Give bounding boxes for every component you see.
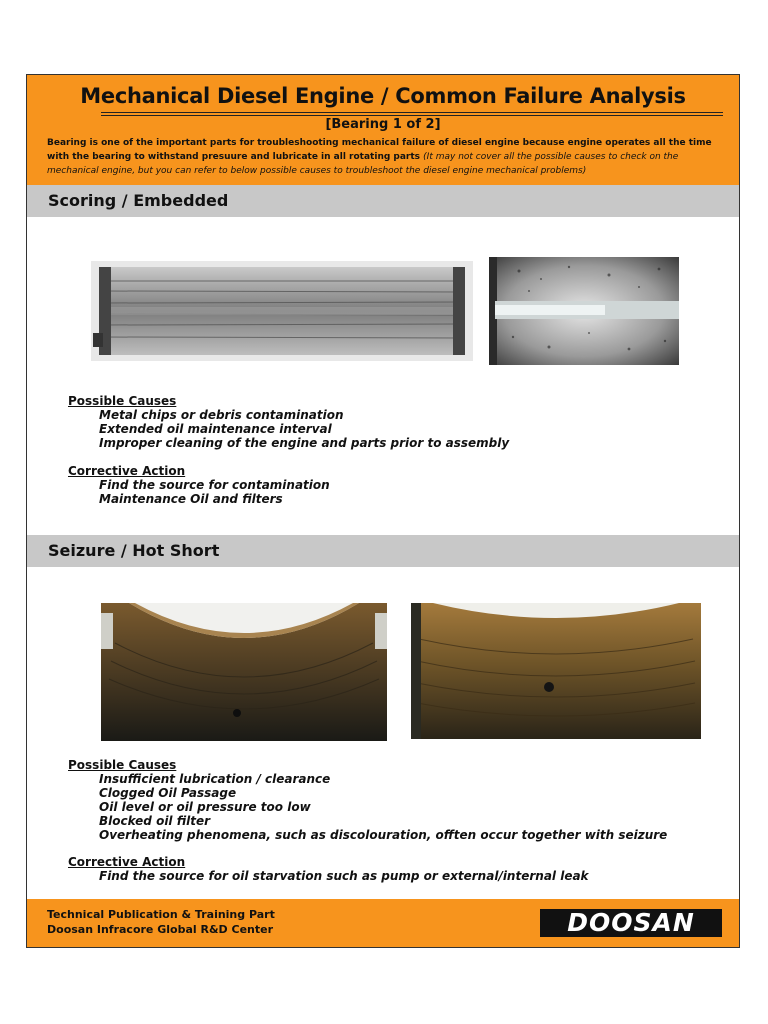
seizure-action-block: [68, 855, 728, 883]
intro-italic: (It may not cover all the possible causes to check on the mechanical engine, but you can refer to below possible causes to troubleshoot the diesel engine mechanical problems): [47, 152, 679, 176]
cause-item: Blocked oil filter: [99, 814, 211, 828]
page-subtitle: [Bearing 1 of 2]: [325, 117, 441, 132]
page-title: Mechanical Diesel Engine / Common Failure Analysis: [80, 84, 686, 108]
intro-text: [47, 136, 727, 178]
scored-bearing-half-photo: [91, 261, 473, 361]
cause-item: Oil level or oil pressure too low: [99, 800, 311, 814]
possible-causes-heading: Possible Causes: [68, 394, 177, 408]
seizure-causes-block: [68, 758, 728, 842]
intro-bold: Bearing is one of the important parts for troubleshooting mechanical failure of diesel engine because engine operates all the time with the bearing to withstand presuure and lubricate in all rotating parts: [47, 138, 712, 162]
footer-banner: [27, 899, 739, 947]
cause-item: Extended oil maintenance interval: [99, 422, 332, 436]
header-banner: [27, 75, 739, 185]
cause-item: Insufficient lubrication / clearance: [99, 772, 331, 786]
cause-item: Overheating phenomena, such as discolouration, offten occur together with seizure: [99, 828, 668, 842]
embedded-bearing-closeup-photo: [489, 257, 679, 365]
section-bar-seizure: [27, 535, 739, 567]
section-bar-scoring: [27, 185, 739, 217]
action-item: Maintenance Oil and filters: [99, 492, 283, 506]
cause-item: Improper cleaning of the engine and parts prior to assembly: [99, 436, 510, 450]
section-title: Seizure / Hot Short: [48, 541, 220, 560]
footer-department: Technical Publication & Training Part: [47, 908, 275, 921]
cause-item: Clogged Oil Passage: [99, 786, 237, 800]
cause-item: Metal chips or debris contamination: [99, 408, 344, 422]
document-sheet: [26, 74, 740, 948]
title-rule-thin: [101, 115, 723, 116]
scoring-action-block: [68, 464, 728, 506]
hot-short-bearing-shell-photo: [411, 603, 701, 739]
action-item: Find the source for contamination: [99, 478, 330, 492]
section-title: Scoring / Embedded: [48, 191, 229, 210]
action-item: Find the source for oil starvation such as pump or external/internal leak: [99, 869, 589, 883]
possible-causes-heading: Possible Causes: [68, 758, 177, 772]
footer-center: Doosan Infracore Global R&D Center: [47, 923, 274, 936]
corrective-action-heading: Corrective Action: [68, 855, 186, 869]
scoring-causes-block: [68, 394, 728, 450]
title-rule: [101, 112, 723, 113]
corrective-action-heading: Corrective Action: [68, 464, 186, 478]
seized-bearing-shell-photo: [101, 603, 387, 741]
doosan-logo: DOOSAN: [540, 909, 722, 937]
